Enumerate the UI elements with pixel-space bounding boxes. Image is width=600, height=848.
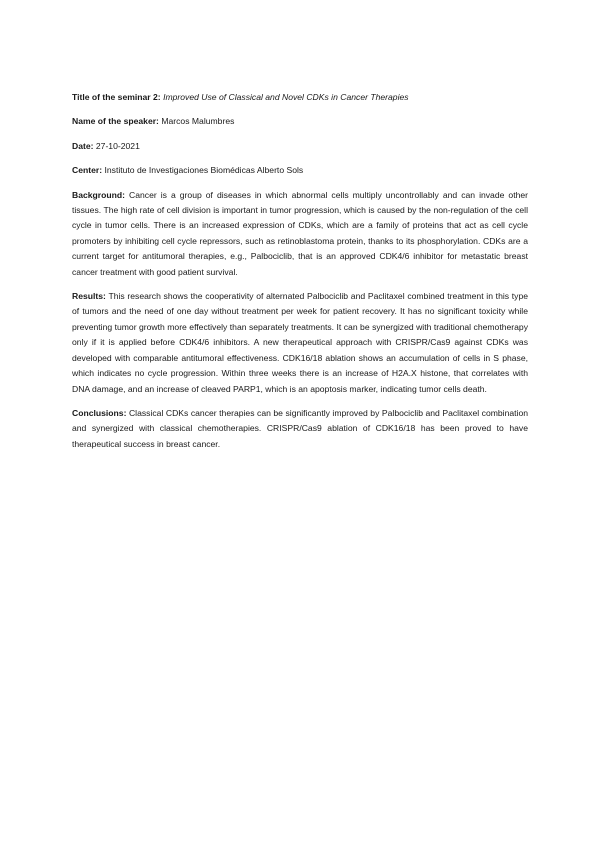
speaker-line <box>72 114 528 129</box>
speaker-label: Name of the speaker: <box>72 116 159 127</box>
background-label: Background: <box>72 189 125 200</box>
results-text: This research shows the cooperativity of alternated Palbociclib and Paclitaxel combined treatment in this type of tumors and the need of one day without treatment per week for patient recovery. It has no significant toxicity while preventing tumor growth more effectively than separately treatments. It can be synergized with traditional chemotherapy only if it is applied before CDK4/6 inhibitors. A new therapeutical approach with CRISPR/Cas9 against CDKs was developed with comparable antitumoral effectiveness. CDK16/18 ablation shows an accumulation of cells in S phase, which indicates no cycle progression. Within three weeks there is an increase of H2A.X histone, that correlates with DNA damage, and an increase of cleaved PARP1, which is an apoptosis marker, indicating tumor cells death. <box>72 291 529 394</box>
seminar-title-value: Improved Use of Classical and Novel CDKs in Cancer Therapies <box>163 92 409 102</box>
date-label: Date: <box>72 140 94 151</box>
document-page <box>72 90 528 461</box>
seminar-title-line <box>72 90 528 105</box>
results-paragraph <box>72 289 528 397</box>
background-paragraph <box>72 188 528 280</box>
speaker-value: Marcos Malumbres <box>161 116 235 127</box>
date-line <box>72 139 528 154</box>
center-label: Center: <box>72 165 103 176</box>
conclusions-label: Conclusions: <box>72 407 127 418</box>
conclusions-text: Classical CDKs cancer therapies can be significantly improved by Palbociclib and Paclitaxel combination and synergized with classical chemotherapies. CRISPR/Cas9 ablation of CDK16/18 has been proved to have therapeutical success in breast cancer. <box>72 407 528 449</box>
background-text: Cancer is a group of diseases in which abnormal cells multiply uncontrollably and can invade other tissues. The high rate of cell division is important in tumor progression, which is caused by the non-regulation of the cell cycle in tumor cells. There is an increased expression of CDKs, which are a family of proteins that act as cell cycle promoters by inhibiting cell cycle repressors, such as retinoblastoma protein, thanks to its phosphorylation. CDKs are a current target for antitumoral therapies, e.g., Palbociclib, that is an approved CDK4/6 inhibitor for metastatic breast cancer treatment with good patient survival. <box>72 189 529 277</box>
conclusions-paragraph <box>72 406 528 452</box>
seminar-title-label: Title of the seminar 2: <box>72 92 161 102</box>
center-value: Instituto de Investigaciones Biomédicas Alberto Sols <box>104 165 304 176</box>
results-label: Results: <box>72 291 106 302</box>
center-line <box>72 163 528 178</box>
date-value: 27-10-2021 <box>95 140 140 151</box>
